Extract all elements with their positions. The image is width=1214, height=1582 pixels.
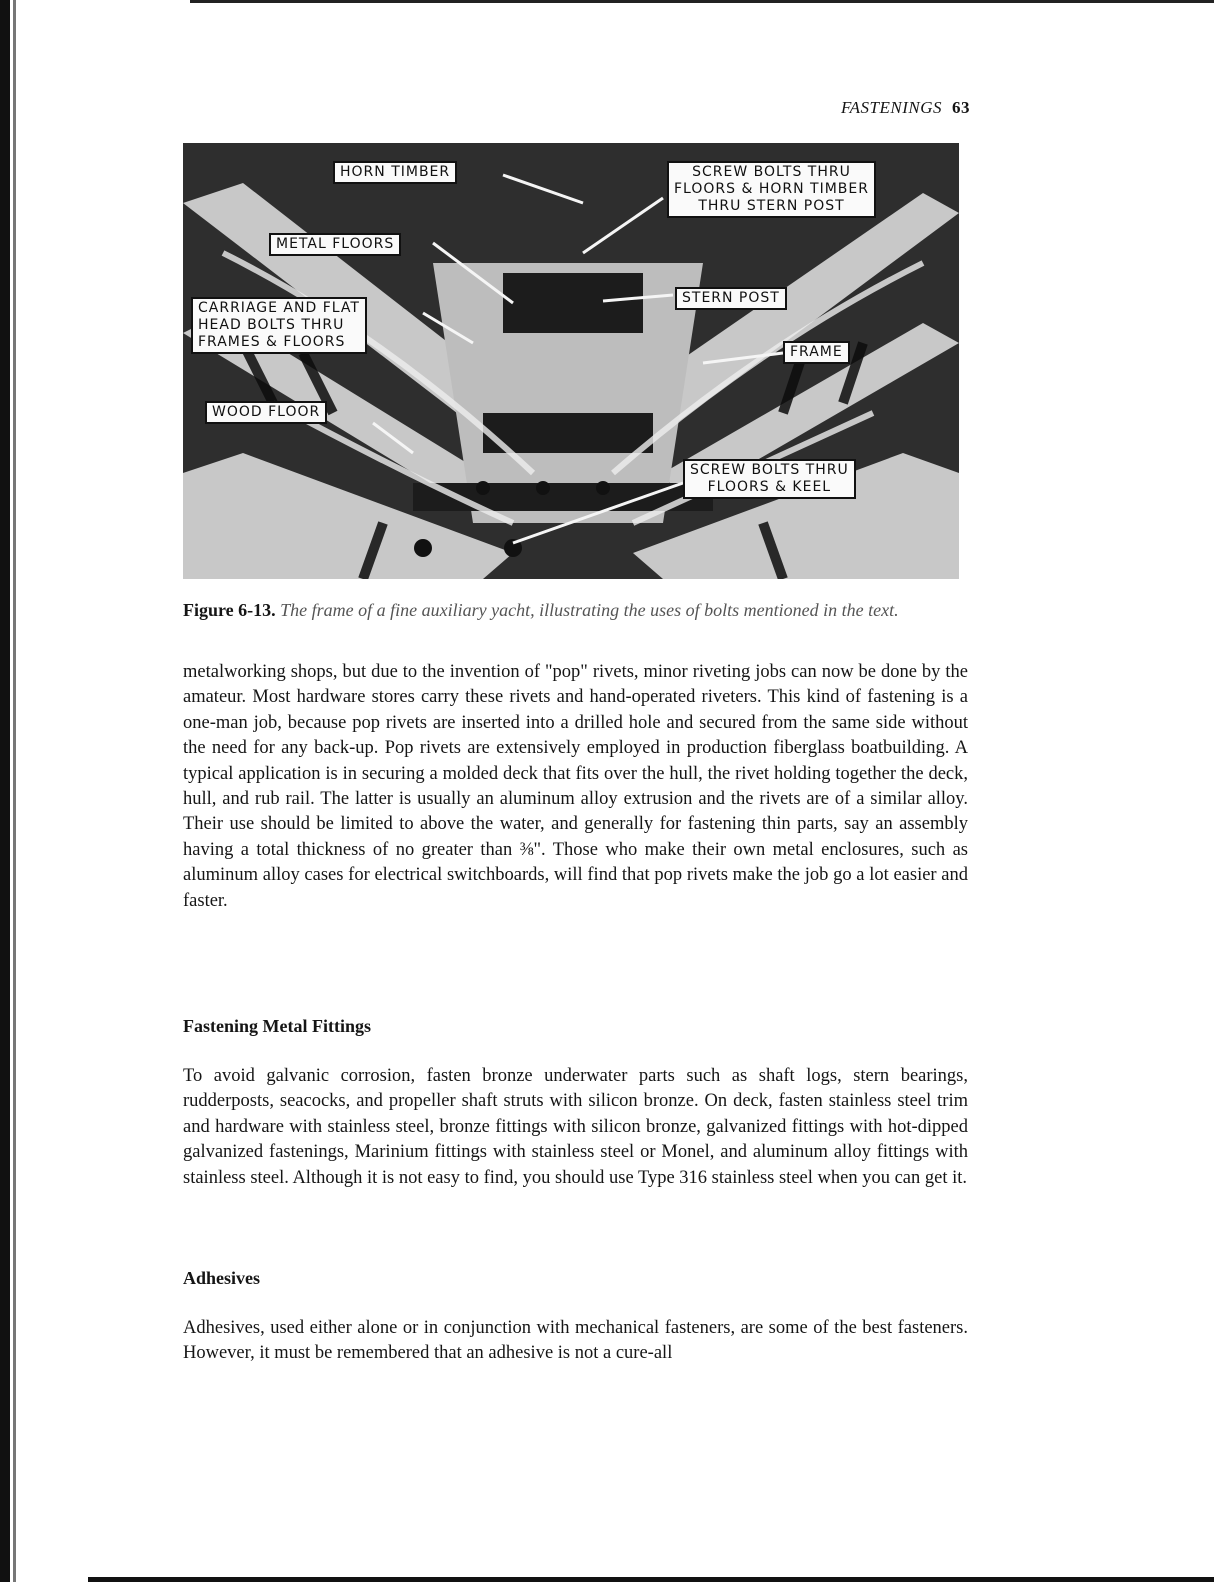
paragraph-pop-rivets: metalworking shops, but due to the invention of "pop" rivets, minor riveting jobs can now be done by the amateur. Most hardware stores carry these rivets and hand-operated riveters. This kind of fastening is a one-man job, because pop rivets are inserted into a drilled hole and secured from the same side without the need for any back-up. Pop rivets are extensively employed in production fiberglass boatbuilding. A typical application is in securing a molded deck that fits over the hull, the rivet holding together the deck, hull, and rub rail. The latter is usually an aluminum alloy extrusion and the rivets are of a similar alloy. Their use should be limited to above the water, and generally for fastening thin parts, say an assembly having a total thickness of no greater than ⅜". Those who make their own metal enclosures, such as aluminum alloy cases for electrical switchboards, will find that pop rivets make the job go a lot easier and faster. xyxy=(183,662,968,911)
figure-caption xyxy=(183,598,968,622)
running-head-title: FASTENINGS xyxy=(840,98,942,117)
label-horn-timber: HORN TIMBER xyxy=(333,161,457,184)
page-number: 63 xyxy=(952,98,970,117)
label-screw-bolts-keel: SCREW BOLTS THRU FLOORS & KEEL xyxy=(683,459,856,499)
scan-edge-line xyxy=(13,0,16,1582)
scan-edge-bar xyxy=(0,0,10,1582)
running-head xyxy=(780,98,970,118)
label-stern-post: STERN POST xyxy=(675,287,787,310)
label-frame: FRAME xyxy=(783,341,850,364)
heading-adhesives: Adhesives xyxy=(183,1268,261,1288)
caption-lead: Figure 6-13. xyxy=(183,600,276,620)
scan-top-rule xyxy=(190,0,1214,3)
heading-fastening-metal-fittings: Fastening Metal Fittings xyxy=(183,1016,371,1036)
yacht-frame-photo xyxy=(183,143,959,579)
label-screw-bolts-horn-timber: SCREW BOLTS THRU FLOORS & HORN TIMBER THRU STERN POST xyxy=(667,161,876,218)
label-wood-floor: WOOD FLOOR xyxy=(205,401,327,424)
paragraph-metal-fittings: To avoid galvanic corrosion, fasten bronze underwater parts such as shaft logs, stern bearings, rudderposts, seacocks, and propeller shaft struts with silicon bronze. On deck, fasten stainless steel trim and hardware with stainless steel, bronze fittings with silicon bronze, galvanized fittings with hot-dipped galvanized fastenings, Marinium fittings with stainless steel or Monel, and aluminum alloy fittings with stainless steel. Although it is not easy to find, you should use Type 316 stainless steel when you can get it. xyxy=(183,1066,968,1188)
caption-text: The frame of a fine auxiliary yacht, illustrating the uses of bolts mentioned in the text. xyxy=(280,600,899,620)
label-carriage-bolts: CARRIAGE AND FLAT HEAD BOLTS THRU FRAMES & FLOORS xyxy=(191,297,367,354)
label-metal-floors: METAL FLOORS xyxy=(269,233,401,256)
paragraph-adhesives: Adhesives, used either alone or in conjunction with mechanical fasteners, are some of the best fasteners. However, it must be remembered that an adhesive is not a cure-all xyxy=(183,1318,968,1364)
scan-bottom-rule xyxy=(88,1577,1214,1582)
